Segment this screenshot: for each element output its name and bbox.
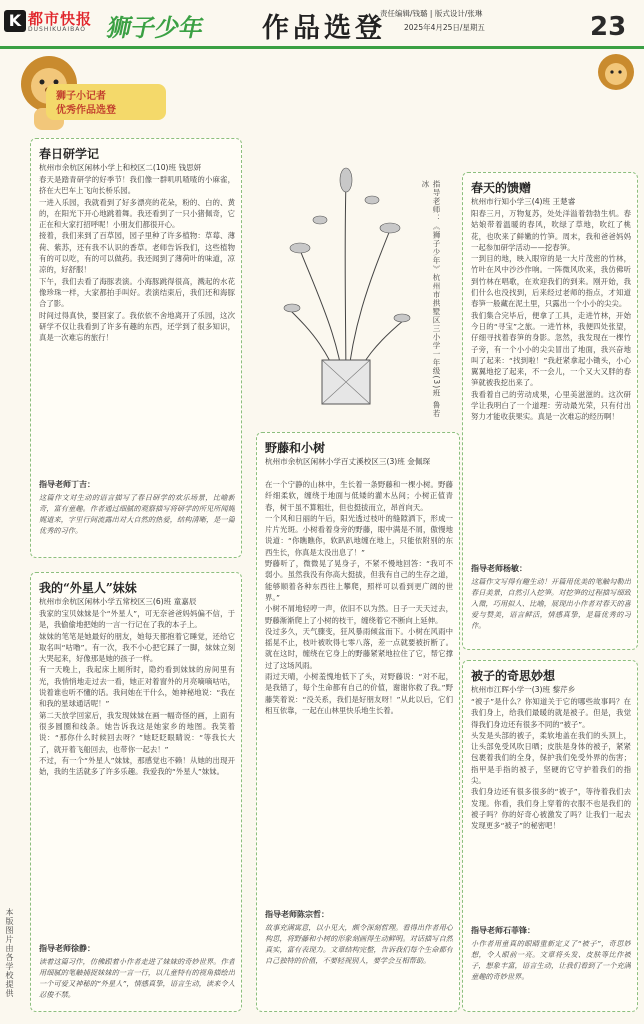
page-title: 作品选登 [262,13,386,44]
article-title: 被子的奇思妙想 [471,669,556,683]
article-alien-sister [30,572,242,1012]
lion-corner-icon [592,52,640,96]
teacher-note-title: 指导老师陈宗哲： [265,910,329,919]
article-byline: 杭州市余杭区闲林小学上和校区二(10)班 钱思妍 [39,163,202,172]
article-body: 春天是踏青研学的好季节！我们像一群叽叽喳喳的小麻雀，挤在大巴车上飞向长桥乐园。 一进入乐园，我就看到了好多漂亮的花朵，粉的、白的、黄的，在阳光下开心地跳着舞。我还看到了一只小猪佩奇，它正在和大家打招呼呢！小朋友们都很开心。 接着，我们来到了百草园，园子里种了许多植物：草莓、薄荷、紫苏，还有我不认识的香草。老师告诉我们，这些植物有的可以吃，有的可以做药。我还闻到了薄荷叶的味道，凉凉的，好舒服！ 下午，我们去看了海豚表演。小海豚跳得很高，溅起的水花像珍珠一样，大家都拍手叫好。表演结束后，我们还和海豚合了影。 时间过得真快，要回家了。我依依不舍地离开了乐园，这次研学不仅让我看到了许多有趣的东西，还学到了很多知识，真是一次难忘的旅行！ [39,175,235,343]
logo-name: 都市快报 [28,10,93,28]
logo-subtitle: DUSHIKUAIBAO [28,26,86,33]
article-title: 春日研学记 [39,147,100,161]
student-painting [280,160,412,408]
article-byline: 杭州市行知小学三(4)班 王楚睿 [471,197,576,206]
banner-line-1: 狮子小记者 [56,91,106,102]
teacher-note: 故事充满寓意，以小见大，颇令深刻哲理。看得出作者用心构思，将野藤和小树的形象刻画得生动鲜明。对话描写自然真实，富有表现力。文章结构完整，告诉我们每个生命都有自己独特的价值，不要轻视别人，要学会互相帮助。 [265,923,453,965]
teacher-note: 这篇作文对生动的语言描写了春日研学的欢乐场景，比喻新奇，富有童趣。作者通过细腻的观察描写将研学的所见所闻娓娓道来，字里行间流露出对大自然的热爱，结构清晰，是一篇优秀的习作。 [39,493,235,535]
logo-icon: K [4,10,26,32]
painting-caption: 指导老师：《狮子少年》杭州市拱墅区三小学一年级(3)班 鲁若冰 [421,180,441,419]
article-body: “被子”是什么？你知道关于它的哪些故事吗？在我们身上，给我们最暖的就是被子。但是，我觉得我们身边还有很多不同的“被子”。 头发是头部的被子，柔软地盖在我们的头顶上，让头部免受风吹日晒；皮肤是身体的被子，紧紧包裹着我们的全身，保护我们免受外界的伤害；指甲是手指的被子，坚硬的它守护着我们的指尖。 我们身边还有很多很多的“被子”，等待着我们去发现。你看，我们身上穿着的衣服不也是我们的被子吗？你的好奇心被激发了吗？让我们一起去发现更多“被子”的秘密吧！ [471,697,631,831]
issue-date: 2025年4月25日/星期五 [404,23,485,32]
banner-line-2: 优秀作品选登 [56,105,116,116]
article-byline: 杭州市余杭区闲林小学百丈溪校区三(3)班 金佩琛 [265,457,431,466]
article-title: 春天的馈赠 [471,181,532,195]
teacher-note: 小作者用童真的眼睛重新定义了“被子”，奇思妙想，令人眼前一亮。文章将头发、皮肤等比作被子，想象丰富，语言生动，让我们看到了一个充满童趣的奇妙世界。 [471,939,631,981]
article-spring-gift [462,172,638,650]
article-title: 我的“外星人”妹妹 [39,581,137,595]
teacher-note-title: 指导老师杨敏： [471,564,527,573]
article-body: 我家的宝贝妹妹是个“外星人”，可无奈爸爸妈妈偏不信，于是，我偷偷地把她的一言一行记在了我的本子上。 妹妹的笔笔是她最好的朋友，她每天都抱着它睡觉，还给它取名叫“咕噜”。有一次，我不小心把它踩了一脚，妹妹立刻大哭起来，好像那是她的孩子一样。 有一天晚上，我起床上厕所时，隐约看到妹妹的房间里有光，我悄悄地走过去一看，她正对着窗外的月亮嘀嘀咕咕，说着谁也听不懂的话。我问她在干什么，她神秘地说：“我在和我的星球通话呢！” 第二天放学回家后，我发现妹妹在画一幅奇怪的画，上面有很多圆圈和线条。她告诉我这是她家乡的地图。我笑着说：“那你什么时候回去呀？”她眨眨眼睛说：“等我长大了，就开着飞船回去，也带你一起去！” 不过，有一个“外星人”妹妹，那感觉也不赖！从她的出现开始，我的生活就多了许多乐趣。我爱我的“外星人”妹妹。 [39,609,235,777]
teacher-note-title: 指导老师石菲锋： [471,926,535,935]
page-number: 23 [590,12,627,42]
article-title: 野藤和小树 [265,441,326,455]
brand-script: 狮子少年 [104,13,207,42]
article-body: 阳春三月，万物复苏，处处洋溢着勃勃生机。春姑娘带着温暖的春风，吹绿了草地，吹红了桃花，也吹来了鲜嫩的竹笋。周末，我和爸爸妈妈一起参加研学活动——挖春笋。 一到目的地，映入眼帘的是一大片茂密的竹林，竹叶在风中沙沙作响。一阵微风吹来，我仿佛听到竹林在唱歌，在欢迎我们的到来。刚开始，我们什么也没找到，后来经过老师的指点，才知道春笋一般藏在泥土里，只露出一个小小的尖尖。 我们集合完毕后，便拿了工具，走进竹林，开始今日的“寻宝”之旅。一进竹林，我便四处张望，仔细寻找着春笋的身影。忽然，我发现在一棵竹子旁，有一个小小的尖尖冒出了地面，我兴奋地叫了起来：“找到啦！”我赶紧拿起小锄头，小心翼翼地挖了起来，不一会儿，一个又大又胖的春笋就被我挖出来了。 我看着自己的劳动成果，心里美滋滋的。这次研学让我明白了一个道理：劳动最光荣，只有付出努力才能收获果实。真是一次难忘的经历啊！ [471,209,631,422]
teacher-note-title: 指导老师丁吉： [39,480,95,489]
article-byline: 杭州市余杭区闲林小学五常校区三(6)班 童嘉辰 [39,597,197,606]
teacher-note: 读着这篇习作，仿佛跟着小作者走进了妹妹的奇妙世界。作者用细腻的笔触捕捉妹妹的一言一行，以儿童特有的视角描绘出一个可爱又神秘的“外星人”，情感真挚，语言生动，读来令人忍俊不禁。 [39,957,235,999]
article-byline: 杭州市江晖小学一(3)班 黎芹乡 [471,685,576,694]
article-vine-and-tree [256,432,460,1012]
teacher-note-title: 指导老师徐静： [39,944,95,953]
article-body: 在一个宁静的山林中，生长着一条野藤和一棵小树。野藤纤细柔软，缠绕于地面与低矮的灌木丛间；小树正值青春，树干虽不算粗壮，但也挺拔而立，昂首向天。 一个风和日丽的午后，阳光透过枝叶的缝隙洒下，形成一片片光斑。小树看着身旁的野藤，眼中满是不屑，傲慢地说道：“你瞧瞧你，软趴趴地缠在地上，只能依附别的东西生长，你真是太没出息了！” 野藤听了，微微晃了晃身子，不紧不慢地回答：“我可不弱小。虽然我没有你高大挺拔，但我有自己的生存之道，能够顺着各种东西往上攀爬，照样可以看到更广阔的世界。” 小树不屑地轻哼一声，依旧不以为然。日子一天天过去，野藤渐渐爬上了小树的枝干，缠绕着它不断向上延伸。 没过多久，天气骤变，狂风暴雨倾盆而下。小树在风雨中摇晃不止，枝叶被吹得七零八落，差一点就要被折断了。就在这时，缠绕在它身上的野藤紧紧地拉住了它，帮它撑过了这场风雨。 雨过天晴，小树羞愧地低下了头，对野藤说：“对不起，是我错了，每个生命都有自己的价值，谢谢你救了我。”野藤笑着说：“没关系，我们是好朋友呀！”从此以后，它们相互依靠，一起在山林里快乐地生长着。 [265,480,453,715]
teacher-note: 这篇作文写得有趣生动！开篇用优美的笔触勾勒出春日美景，自然引入挖笋。对挖笋的过程描写细致入微，巧用拟人、比喻，展现出小作者对春天的喜爱与赞美，语言鲜活，情感真挚，是篇优秀的习作。 [471,577,631,630]
masthead [0,0,644,60]
article-spring-trip [30,138,242,558]
editor-credit: 责任编辑/钱璐 | 版式设计/张琳 [380,9,483,18]
photo-credit: 本版图片由各学校提供 [5,908,14,998]
article-blanket-ideas [462,660,638,1012]
header-rule [0,46,644,49]
